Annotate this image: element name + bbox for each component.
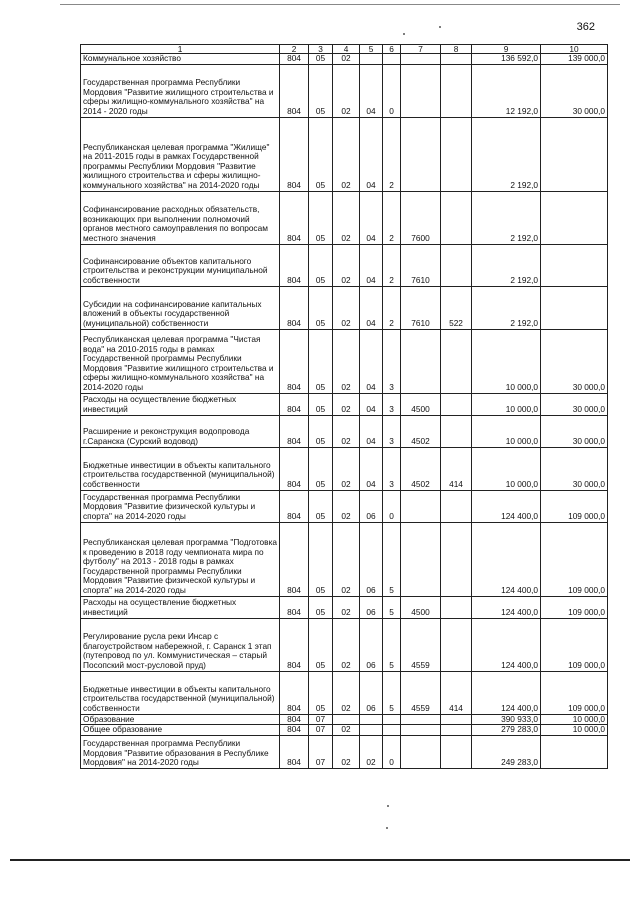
table-cell: 3 [383, 329, 401, 393]
table-cell: 804 [280, 117, 309, 191]
table-cell: 05 [309, 447, 333, 490]
table-cell [441, 522, 472, 596]
row-name-cell: Бюджетные инвестиции в объекты капитального строительства государственной (муниципальной) собственности [81, 447, 280, 490]
table-cell: 05 [309, 393, 333, 415]
table-cell [360, 714, 383, 725]
table-cell [441, 393, 472, 415]
table-cell: 2 [383, 244, 401, 286]
table-cell: 04 [360, 415, 383, 447]
table-cell: 02 [333, 286, 360, 329]
table-cell: 04 [360, 64, 383, 117]
table-cell: 3 [383, 415, 401, 447]
table-cell: 124 400,0 [472, 490, 541, 522]
table-cell: 06 [360, 596, 383, 618]
table-cell: 05 [309, 329, 333, 393]
table-row [81, 117, 608, 191]
table-cell [441, 596, 472, 618]
column-header: 5 [360, 45, 383, 54]
table-cell [401, 714, 441, 725]
table-cell [541, 286, 608, 329]
table-cell [401, 64, 441, 117]
table-cell [441, 54, 472, 65]
table-cell: 04 [360, 447, 383, 490]
table-cell [441, 64, 472, 117]
table-row [81, 671, 608, 714]
table-cell: 10 000,0 [472, 393, 541, 415]
table-cell: 7610 [401, 286, 441, 329]
table-cell: 05 [309, 415, 333, 447]
table-cell [401, 490, 441, 522]
table-cell: 804 [280, 735, 309, 768]
table-cell: 05 [309, 596, 333, 618]
table-cell: 4502 [401, 415, 441, 447]
table-cell: 0 [383, 490, 401, 522]
table-cell: 02 [333, 618, 360, 671]
table-cell: 05 [309, 671, 333, 714]
table-cell [333, 714, 360, 725]
table-cell [541, 117, 608, 191]
table-cell: 02 [333, 329, 360, 393]
table-cell: 2 192,0 [472, 244, 541, 286]
table-cell: 5 [383, 618, 401, 671]
table-cell: 10 000,0 [472, 415, 541, 447]
table-cell: 30 000,0 [541, 447, 608, 490]
column-header: 6 [383, 45, 401, 54]
table-cell: 04 [360, 191, 383, 244]
table-cell: 06 [360, 522, 383, 596]
table-row [81, 596, 608, 618]
table-cell: 06 [360, 618, 383, 671]
table-cell: 02 [333, 671, 360, 714]
table-cell: 02 [333, 244, 360, 286]
table-cell: 3 [383, 447, 401, 490]
table-cell: 3 [383, 393, 401, 415]
row-name-cell: Государственная программа Республики Мордовия "Развитие жилищного строительства и сферы жилищно-коммунального хозяйства" на 2014 - 2020 годы [81, 64, 280, 117]
table-cell: 804 [280, 618, 309, 671]
table-cell: 4500 [401, 596, 441, 618]
row-name-cell: Расходы на осуществление бюджетных инвестиций [81, 596, 280, 618]
row-name-cell: Субсидии на софинансирование капитальных вложений в объекты государственной (муниципальной) собственности [81, 286, 280, 329]
table-cell [383, 725, 401, 736]
table-cell: 05 [309, 54, 333, 65]
row-name-cell: Коммунальное хозяйство [81, 54, 280, 65]
table-cell: 5 [383, 596, 401, 618]
table-cell: 02 [333, 191, 360, 244]
table-cell: 804 [280, 64, 309, 117]
row-name-cell: Бюджетные инвестиции в объекты капитального строительства государственной (муниципальной) собственности [81, 671, 280, 714]
table-cell: 249 283,0 [472, 735, 541, 768]
table-cell [401, 329, 441, 393]
table-row [81, 490, 608, 522]
table-cell: 804 [280, 286, 309, 329]
table-cell [441, 191, 472, 244]
column-header: 1 [81, 45, 280, 54]
table-cell: 109 000,0 [541, 596, 608, 618]
table-cell: 30 000,0 [541, 393, 608, 415]
table-cell [401, 54, 441, 65]
table-cell: 804 [280, 490, 309, 522]
table-cell: 10 000,0 [472, 329, 541, 393]
column-header: 7 [401, 45, 441, 54]
table-cell [383, 714, 401, 725]
row-name-cell: Государственная программа Республики Мордовия "Развитие физической культуры и спорта" на 2014-2020 годы [81, 490, 280, 522]
table-cell: 804 [280, 725, 309, 736]
table-cell: 30 000,0 [541, 64, 608, 117]
table-cell: 02 [333, 393, 360, 415]
column-header: 2 [280, 45, 309, 54]
table-cell: 804 [280, 714, 309, 725]
table-cell: 414 [441, 671, 472, 714]
column-header: 8 [441, 45, 472, 54]
table-cell: 30 000,0 [541, 329, 608, 393]
table-cell: 02 [333, 415, 360, 447]
table-cell: 02 [333, 735, 360, 768]
table-cell: 12 192,0 [472, 64, 541, 117]
table-cell: 2 [383, 117, 401, 191]
table-cell: 2 192,0 [472, 286, 541, 329]
table-cell: 5 [383, 671, 401, 714]
table-cell: 02 [333, 596, 360, 618]
table-cell: 804 [280, 596, 309, 618]
table-cell: 804 [280, 191, 309, 244]
column-header: 3 [309, 45, 333, 54]
scan-speck [439, 26, 441, 28]
table-cell [401, 725, 441, 736]
table-cell: 139 000,0 [541, 54, 608, 65]
table-cell: 124 400,0 [472, 596, 541, 618]
table-cell: 02 [333, 522, 360, 596]
table-cell: 124 400,0 [472, 618, 541, 671]
table-cell: 109 000,0 [541, 522, 608, 596]
table-cell: 804 [280, 244, 309, 286]
table-row [81, 415, 608, 447]
row-name-cell: Расширение и реконструкция водопровода г.Саранска (Сурский водовод) [81, 415, 280, 447]
table-cell: 804 [280, 522, 309, 596]
table-cell: 2 [383, 286, 401, 329]
table-row [81, 286, 608, 329]
table-cell: 7600 [401, 191, 441, 244]
scan-top-edge [60, 4, 620, 5]
table-cell: 804 [280, 329, 309, 393]
table-cell: 06 [360, 671, 383, 714]
table-cell: 04 [360, 286, 383, 329]
table-cell: 804 [280, 447, 309, 490]
table-cell: 124 400,0 [472, 671, 541, 714]
table-cell: 02 [360, 735, 383, 768]
row-name-cell: Расходы на осуществление бюджетных инвестиций [81, 393, 280, 415]
table-cell [441, 490, 472, 522]
table-cell: 804 [280, 54, 309, 65]
column-header: 9 [472, 45, 541, 54]
scan-speck [403, 33, 405, 35]
table-body [81, 54, 608, 769]
table-cell [541, 735, 608, 768]
row-name-cell: Республиканская целевая программа "Подготовка к проведению в 2018 году чемпионата мира по футболу" на 2013 - 2018 годы в рамках Государственной программы Республики Мордовия "Развитие физической культуры и спорта" на 2014-2020 годы [81, 522, 280, 596]
table-row [81, 54, 608, 65]
table-cell [441, 117, 472, 191]
table-cell: 414 [441, 447, 472, 490]
scan-speck [386, 827, 388, 829]
table-cell [441, 244, 472, 286]
table-cell: 05 [309, 286, 333, 329]
table-cell [401, 522, 441, 596]
table-row [81, 522, 608, 596]
table-cell: 804 [280, 393, 309, 415]
table-cell [541, 244, 608, 286]
table-cell: 2 192,0 [472, 191, 541, 244]
table-cell: 4500 [401, 393, 441, 415]
page-number: 362 [576, 21, 595, 33]
table-cell: 04 [360, 244, 383, 286]
row-name-cell: Республиканская целевая программа "Чистая вода" на 2010-2015 годы в рамках Государственной программы Республики Мордовия "Развитие жилищного строительства и сферы жилищно-коммунального хозяйства" на 2014-2020 годы [81, 329, 280, 393]
table-cell: 4559 [401, 671, 441, 714]
table-cell: 02 [333, 54, 360, 65]
table-cell: 804 [280, 671, 309, 714]
table-cell [383, 54, 401, 65]
table-cell: 04 [360, 329, 383, 393]
table-cell [441, 415, 472, 447]
table-cell: 10 000,0 [472, 447, 541, 490]
table-cell: 07 [309, 725, 333, 736]
table-cell: 0 [383, 735, 401, 768]
table-cell: 30 000,0 [541, 415, 608, 447]
table-cell: 124 400,0 [472, 522, 541, 596]
table-cell [360, 54, 383, 65]
table-cell: 109 000,0 [541, 490, 608, 522]
table-cell: 02 [333, 725, 360, 736]
table-cell: 04 [360, 117, 383, 191]
table-cell [441, 714, 472, 725]
row-name-cell: Софинансирование расходных обязательств, возникающих при выполнении полномочий органов местного самоуправления по вопросам местного значения [81, 191, 280, 244]
row-name-cell: Софинансирование объектов капитального строительства и реконструкции муниципальной собственности [81, 244, 280, 286]
table-cell: 5 [383, 522, 401, 596]
table-row [81, 244, 608, 286]
column-header: 4 [333, 45, 360, 54]
row-name-cell: Государственная программа Республики Мордовия "Развитие образования в Республике Мордовия" на 2014-2020 годы [81, 735, 280, 768]
row-name-cell: Регулирование русла реки Инсар с благоустройством набережной, г. Саранск 1 этап (путепровод по ул. Коммунистическая – старый Посопский мост-русловой пруд) [81, 618, 280, 671]
table-cell: 07 [309, 735, 333, 768]
table-cell: 0 [383, 64, 401, 117]
table-cell: 05 [309, 522, 333, 596]
table-cell: 04 [360, 393, 383, 415]
table-cell: 05 [309, 618, 333, 671]
table-cell: 279 283,0 [472, 725, 541, 736]
table-row [81, 64, 608, 117]
table-cell: 109 000,0 [541, 671, 608, 714]
table-cell: 2 [383, 191, 401, 244]
table-row [81, 725, 608, 736]
table-cell: 10 000,0 [541, 714, 608, 725]
table-cell: 05 [309, 191, 333, 244]
table-cell: 05 [309, 64, 333, 117]
table-cell: 05 [309, 244, 333, 286]
table-cell [401, 117, 441, 191]
table-cell: 02 [333, 490, 360, 522]
table-cell: 05 [309, 117, 333, 191]
table-cell: 02 [333, 447, 360, 490]
row-name-cell: Общее образование [81, 725, 280, 736]
table-cell [441, 618, 472, 671]
table-row [81, 618, 608, 671]
table-cell [360, 725, 383, 736]
table-cell [541, 191, 608, 244]
table-cell: 804 [280, 415, 309, 447]
column-header: 10 [541, 45, 608, 54]
table-cell: 2 192,0 [472, 117, 541, 191]
table-cell: 109 000,0 [541, 618, 608, 671]
table-row [81, 329, 608, 393]
table-cell [441, 735, 472, 768]
table-row [81, 714, 608, 725]
table-cell: 02 [333, 64, 360, 117]
budget-table [80, 44, 608, 769]
row-name-cell: Республиканская целевая программа "Жилище" на 2011-2015 годы в рамках Государственной программы Республики Мордовия "Развитие жилищного строительства и сферы жилищно-коммунального хозяйства" на 2014-2020 годы [81, 117, 280, 191]
table-cell: 522 [441, 286, 472, 329]
scan-bottom-edge [10, 859, 630, 861]
table-cell: 02 [333, 117, 360, 191]
table-cell: 07 [309, 714, 333, 725]
scan-speck [387, 805, 389, 807]
table-row [81, 447, 608, 490]
table-row [81, 191, 608, 244]
row-name-cell: Образование [81, 714, 280, 725]
table-cell: 390 933,0 [472, 714, 541, 725]
table-row [81, 735, 608, 768]
table-row [81, 393, 608, 415]
table-cell: 7610 [401, 244, 441, 286]
table-cell: 05 [309, 490, 333, 522]
table-cell: 136 592,0 [472, 54, 541, 65]
table-header-row [81, 45, 608, 54]
table-cell [441, 725, 472, 736]
table-cell: 06 [360, 490, 383, 522]
table-cell: 10 000,0 [541, 725, 608, 736]
table-cell [401, 735, 441, 768]
table-cell: 4559 [401, 618, 441, 671]
table-cell [441, 329, 472, 393]
table-cell: 4502 [401, 447, 441, 490]
